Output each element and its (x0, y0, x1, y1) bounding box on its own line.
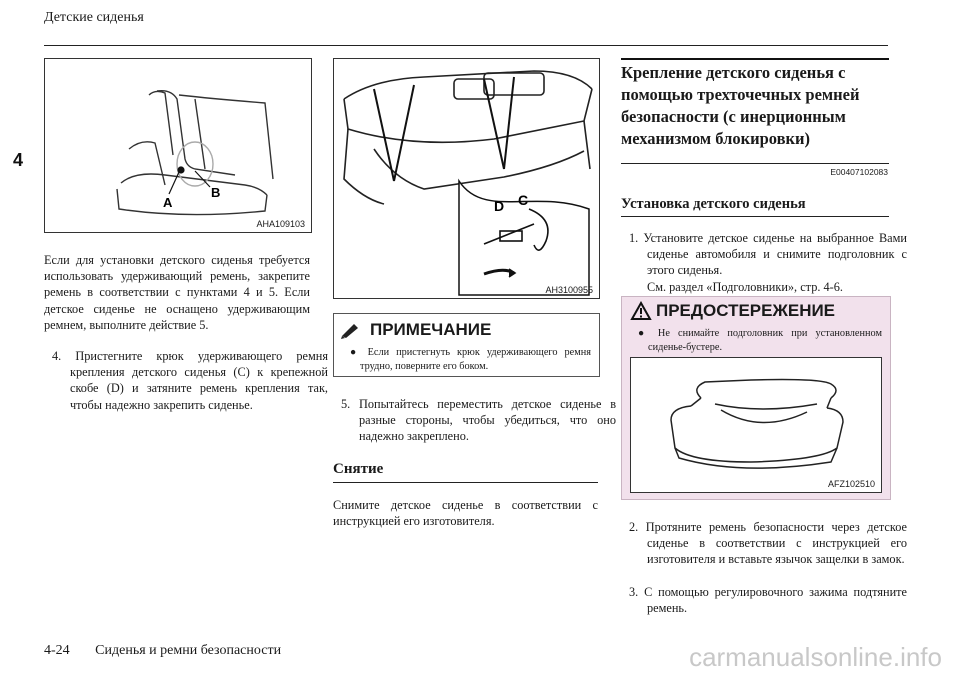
label-b: B (211, 185, 221, 200)
step-1-number: 1. (629, 231, 639, 245)
warning-header (622, 297, 890, 321)
removal-heading: Снятие (333, 461, 384, 477)
step-5-number: 5. (341, 397, 351, 411)
step-1 (629, 230, 907, 295)
section-code: E00407102083 (830, 167, 888, 177)
label-a: A (163, 195, 173, 210)
figure-code: AH3100955 (545, 285, 593, 295)
footer-title: Сиденья и ремни безопасности (95, 643, 282, 658)
label-c: C (518, 192, 529, 208)
step-3-text: С помощью регулировочного зажима подтяните ремень. (644, 585, 907, 616)
removal-text: Снимите детское сиденье в соответствии с инструкцией его изготовителя. (333, 498, 598, 529)
note-header (334, 314, 599, 340)
child-seat-illustration (45, 59, 311, 232)
warning-text: ● Не снимайте подголовник при установленном сиденье-бустере. (638, 328, 882, 353)
step-2-number: 2. (629, 520, 639, 534)
warning-triangle-icon (630, 301, 652, 321)
step-2 (629, 519, 907, 568)
page-footer (44, 643, 281, 659)
install-heading: Установка детского сиденья (621, 196, 806, 212)
step-4 (52, 348, 328, 413)
install-rule (621, 216, 889, 217)
removal-rule (333, 482, 598, 483)
section-title: Крепление детского сиденья с помощью трехточечных ремней безопасности (с инерционным механизмом блокировки) (621, 63, 860, 148)
section-title-block (621, 58, 889, 150)
child-seat-figure (44, 58, 312, 233)
step-4-text: Пристегните крюк удерживающего ремня крепления детского сиденья (C) к крепежной скобе (D) и затяните ремень крепления так, чтобы надежно закрепить сиденье. (70, 349, 328, 412)
tether-illustration (334, 59, 599, 298)
note-pen-icon (340, 321, 364, 339)
booster-seat-figure (630, 357, 882, 493)
warning-box (621, 296, 891, 500)
note-box (333, 313, 600, 377)
tether-figure (333, 58, 600, 299)
booster-seat-illustration (631, 358, 881, 492)
note-title: ПРИМЕЧАНИЕ (370, 320, 492, 339)
label-d: D (494, 198, 505, 214)
step-5 (341, 396, 616, 445)
step-4-number: 4. (52, 349, 62, 363)
step-3 (629, 584, 907, 616)
section-title-rule (621, 163, 889, 164)
step-2-text: Протяните ремень безопасности через детское сиденье в соответствии с инструкцией его изготовителя и вставьте язычок защелки в замок. (645, 520, 907, 567)
figure-code: AFZ102510 (827, 479, 875, 489)
warning-title: ПРЕДОСТЕРЕЖЕНИЕ (656, 301, 836, 320)
intro-paragraph: Если для установки детского сиденья требуется использовать удерживающий ремень, закрепите ремень в соответствии с пунктами 4 и 5. Если детское сиденье не оснащено удерживающим ремнем, выполните действие 5. (44, 253, 310, 332)
header-rule (44, 45, 888, 46)
page-number: 4-24 (44, 643, 70, 658)
figure-code: AHA109103 (256, 219, 305, 229)
step-5-text: Попытайтесь переместить детское сиденье в разные стороны, чтобы убедиться, что оно надежно закреплено. (358, 397, 617, 444)
running-header: Детские сиденья (44, 10, 144, 25)
watermark: carmanualsonline.info (689, 642, 942, 672)
step-1-text: Установите детское сиденье на выбранное Вами сиденье автомобиля и снимите подголовник с этого сиденья. (643, 231, 907, 278)
step-1-reference: См. раздел «Подголовники», стр. 4-6. (647, 279, 843, 294)
chapter-tab: 4 (0, 146, 36, 174)
step-3-number: 3. (629, 585, 639, 599)
note-text: ● Если пристегнуть крюк удерживающего ремня трудно, поверните его боком. (350, 347, 591, 372)
